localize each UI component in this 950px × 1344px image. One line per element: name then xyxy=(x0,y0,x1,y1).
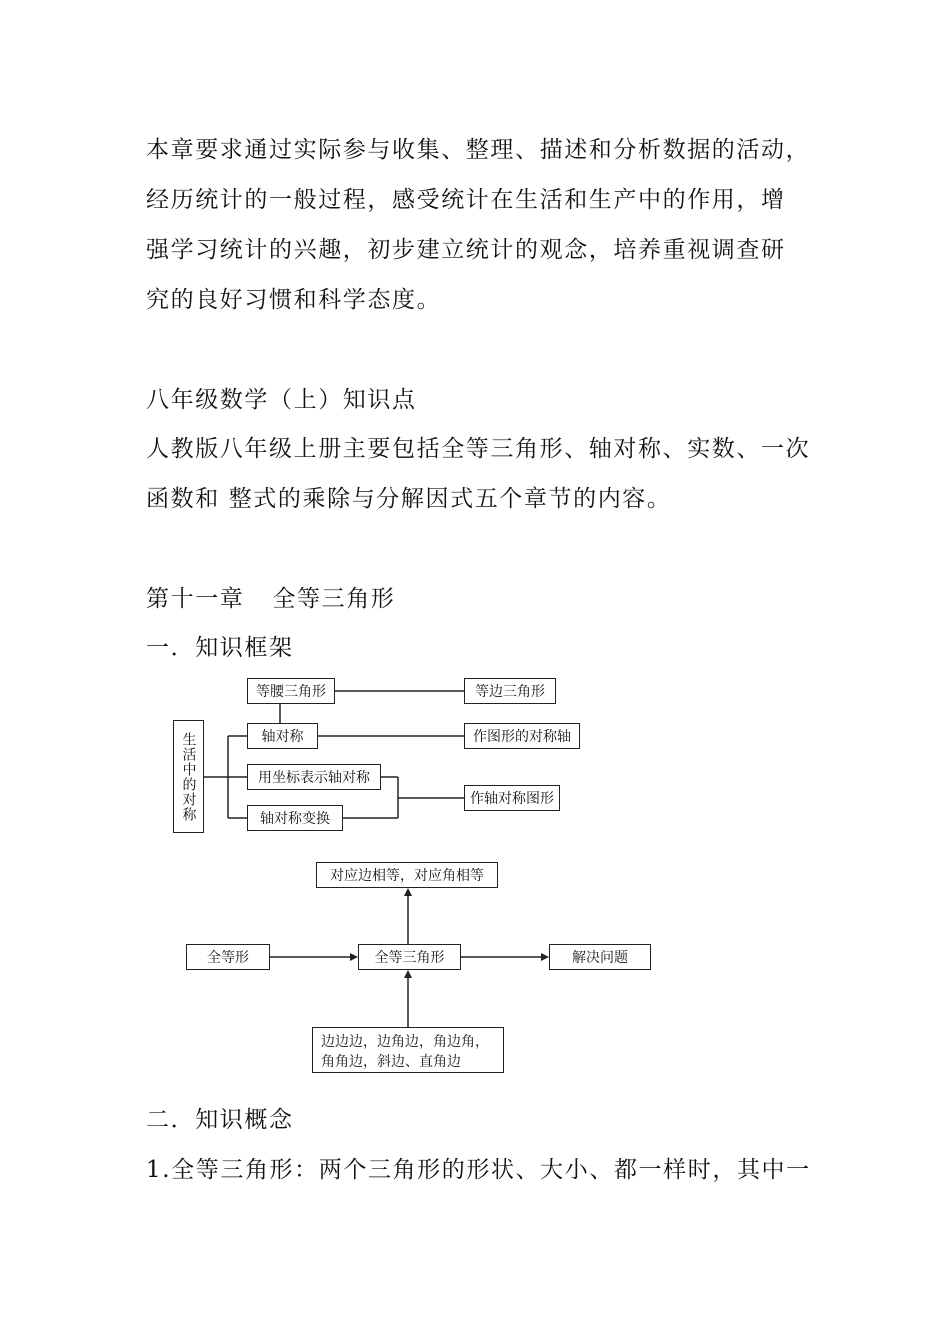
symmetry-transform-box: 轴对称变换 xyxy=(247,805,343,831)
intro-line-2: 经历统计的一般过程，感受统计在生活和生产中的作用，增 xyxy=(146,187,786,213)
criteria-line-2: 角角边，斜边、直角边 xyxy=(321,1054,461,1070)
corresponding-equal-box: 对应边相等，对应角相等 xyxy=(316,862,498,888)
section-line-2: 函数和 整式的乘除与分解因式五个章节的内容。 xyxy=(146,486,672,512)
coordinate-symmetry-box: 用坐标表示轴对称 xyxy=(247,764,381,790)
root-symmetry-box: 生活中的对称 xyxy=(173,720,204,833)
section-title: 八年级数学（上）知识点 xyxy=(146,387,417,413)
draw-axis-box: 作图形的对称轴 xyxy=(464,723,580,749)
intro-line-3: 强学习统计的兴趣，初步建立统计的观念，培养重视调查研 xyxy=(146,237,786,263)
section-line-1: 人教版八年级上册主要包括全等三角形、轴对称、实数、一次 xyxy=(146,436,811,462)
congruent-figure-box: 全等形 xyxy=(186,944,270,970)
equilateral-triangle-box: 等边三角形 xyxy=(464,678,556,704)
chapter-name: 全等三角形 xyxy=(272,586,396,612)
axis-symmetry-box: 轴对称 xyxy=(247,723,318,749)
solve-problem-box: 解决问题 xyxy=(549,944,651,970)
concept-1-text: 1.全等三角形：两个三角形的形状、大小、都一样时，其中一 xyxy=(146,1157,811,1183)
intro-line-4: 究的良好习惯和科学态度。 xyxy=(146,287,442,313)
chapter-number: 第十一章 xyxy=(146,586,245,612)
framework-heading: 一．知识框架 xyxy=(146,635,294,661)
concepts-heading: 二．知识概念 xyxy=(146,1107,294,1133)
isosceles-triangle-box: 等腰三角形 xyxy=(247,678,335,704)
draw-symmetric-figure-box: 作轴对称图形 xyxy=(464,785,560,811)
intro-line-1: 本章要求通过实际参与收集、整理、描述和分析数据的活动， xyxy=(146,137,811,163)
congruence-criteria-box xyxy=(312,1027,504,1073)
criteria-line-1: 边边边，边角边，角边角， xyxy=(321,1034,489,1050)
congruent-triangle-box: 全等三角形 xyxy=(358,944,461,970)
